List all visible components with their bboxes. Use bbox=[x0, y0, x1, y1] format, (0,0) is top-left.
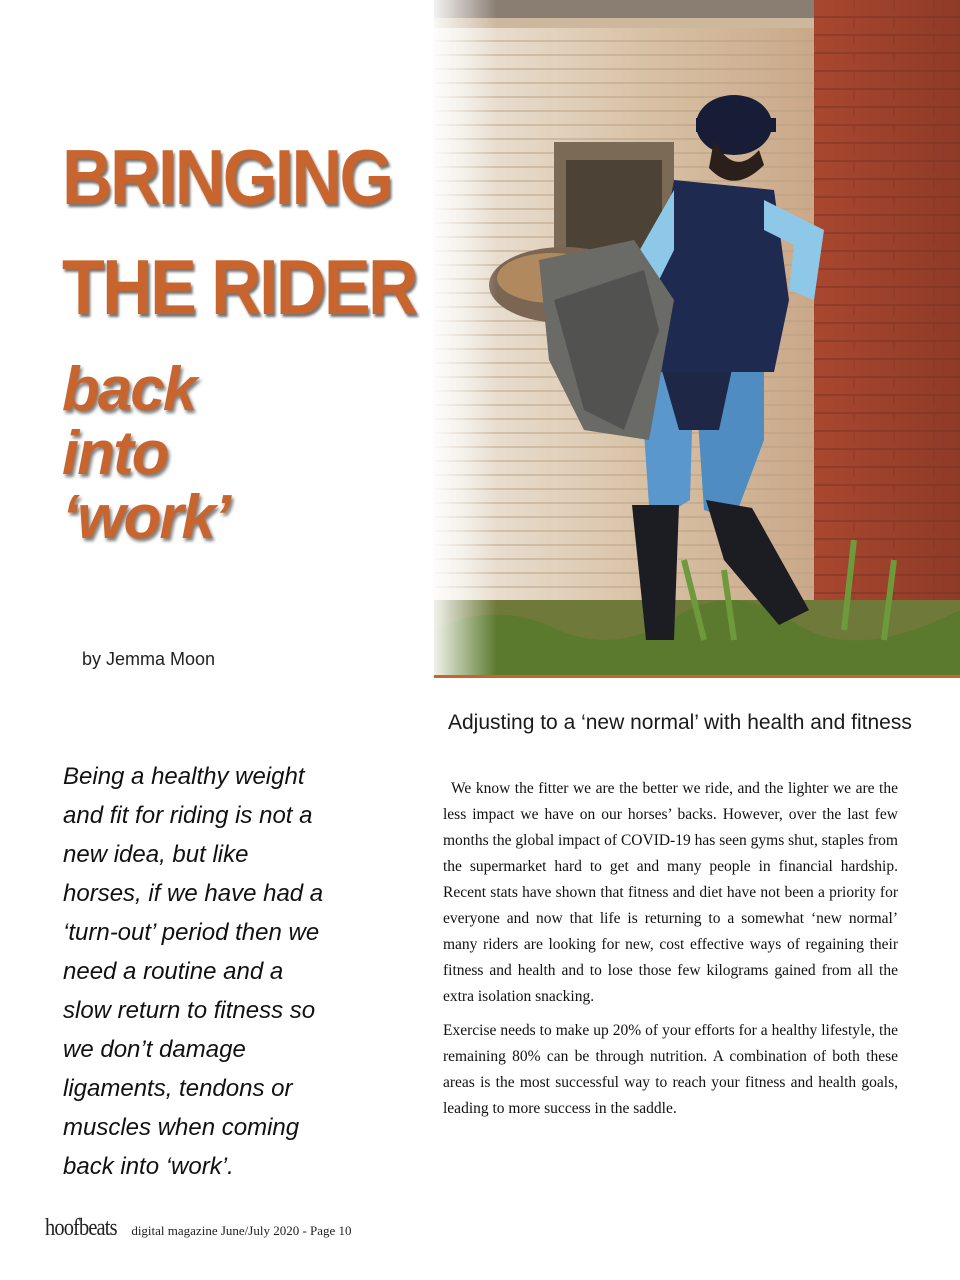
headline-line-2: THE RIDER bbox=[62, 243, 417, 331]
headline-line-5: ‘work’ bbox=[62, 483, 230, 552]
headline-line-4: into bbox=[62, 419, 168, 488]
article-headline bbox=[62, 133, 417, 552]
article-subheading: Adjusting to a ‘new normal’ with health and fitness bbox=[448, 711, 912, 734]
pull-quote: Being a healthy weight and fit for riding is not a new idea, but like horses, if we have had a ‘turn-out’ period then we need a routine and a slow return to fitness so we don’t damage ligaments, tendons or muscles when coming back into ‘work’. bbox=[63, 763, 324, 1180]
headline-line-3: back bbox=[62, 355, 196, 424]
article-body bbox=[443, 776, 898, 1130]
headline-line-1: BRINGING bbox=[62, 133, 392, 221]
body-paragraph-2: Exercise needs to make up 20% of your efforts for a healthy lifestyle, the remaining 80% can be through nutrition. A combination of both these areas is the most successful way to reach your fitness and health goals, leading to more success in the saddle. bbox=[443, 1022, 898, 1117]
footer-brand: hoofbeats bbox=[45, 1215, 117, 1241]
photo-bottom-rule bbox=[434, 675, 960, 678]
footer-page-info: digital magazine June/July 2020 - Page 10 bbox=[131, 1223, 352, 1238]
page-footer bbox=[45, 1215, 352, 1242]
body-paragraph-1: We know the fitter we are the better we ride, and the lighter we are the less impact we have on our horses’ backs. However, over the last few months the global impact of COVID-19 has seen gyms shut, staples from the supermarket hard to get and many people in financial hardship. Recent stats have shown that fitness and diet have not been a priority for everyone and now that life is returning to a somewhat ‘new normal’ many riders are looking for new, cost effective ways of regaining their fitness and health and to lose those few kilograms gained from all the extra isolation snacking. bbox=[443, 780, 898, 1005]
byline: by Jemma Moon bbox=[82, 649, 216, 669]
hero-photo bbox=[434, 0, 960, 676]
